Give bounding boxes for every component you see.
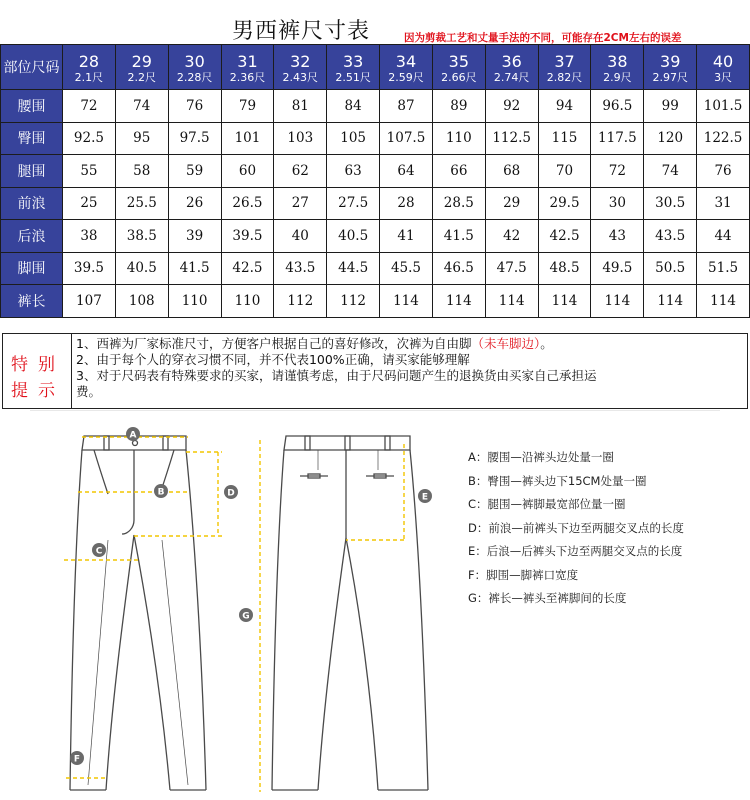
size-chi: 2.43尺 xyxy=(282,70,319,84)
svg-text:B: B xyxy=(157,487,165,498)
notice-items xyxy=(76,336,744,400)
table-cell: 108 xyxy=(115,285,168,318)
header xyxy=(0,8,750,44)
table-cell: 96.5 xyxy=(591,90,644,123)
table-cell: 97.5 xyxy=(168,122,221,155)
table-cell: 42.5 xyxy=(538,220,591,253)
table-cell: 44 xyxy=(697,220,750,253)
table-cell: 120 xyxy=(644,122,697,155)
special-notice xyxy=(2,333,748,409)
svg-text:F: F xyxy=(73,754,81,765)
svg-text:C: C xyxy=(95,546,103,557)
legend-item-d: D：前浪—前裤头下边至两腿交叉点的长度 xyxy=(468,520,684,535)
marker-f xyxy=(70,751,84,765)
svg-text:A: A xyxy=(129,430,137,441)
table-cell: 38.5 xyxy=(115,220,168,253)
size-col-header xyxy=(644,45,697,90)
table-cell: 72 xyxy=(591,155,644,188)
table-cell: 41.5 xyxy=(432,220,485,253)
table-cell: 84 xyxy=(327,90,380,123)
table-cell: 60 xyxy=(221,155,274,188)
page-title: 男西裤尺寸表 xyxy=(232,19,371,44)
size-chi: 2.97尺 xyxy=(652,70,688,84)
notice-label xyxy=(3,334,72,408)
table-cell: 39 xyxy=(168,220,221,253)
table-cell: 64 xyxy=(380,155,433,188)
front-trousers xyxy=(70,436,206,790)
table-cell: 95 xyxy=(115,122,168,155)
table-cell: 99 xyxy=(644,90,697,123)
size-chi: 2.82尺 xyxy=(546,70,583,84)
table-cell: 107 xyxy=(63,285,116,318)
measurement-legend xyxy=(468,446,684,611)
size-chi: 2.9尺 xyxy=(603,70,632,84)
size-header-row xyxy=(1,45,750,90)
size-chi: 2.74尺 xyxy=(493,70,530,84)
table-cell: 51.5 xyxy=(697,252,750,285)
legend-item-c: C：腿围—裤脚最宽部位量一圈 xyxy=(468,497,626,511)
table-cell: 26.5 xyxy=(221,187,274,220)
row-label: 腿围 xyxy=(1,155,63,188)
table-cell: 42 xyxy=(485,220,538,253)
table-cell: 43.5 xyxy=(274,252,327,285)
size-col-header xyxy=(485,45,538,90)
table-cell: 114 xyxy=(591,285,644,318)
size-number: 30 xyxy=(184,51,205,71)
size-chi: 2.66尺 xyxy=(441,70,477,84)
table-cell: 27 xyxy=(274,187,327,220)
table-cell: 72 xyxy=(63,90,116,123)
legend-item-g: G：裤长—裤头至裤脚间的长度 xyxy=(468,591,627,605)
table-cell: 63 xyxy=(327,155,380,188)
table-cell: 26 xyxy=(168,187,221,220)
table-cell: 30 xyxy=(591,187,644,220)
notice-label-line1: 特别 xyxy=(11,355,65,375)
table-cell: 42.5 xyxy=(221,252,274,285)
table-cell: 58 xyxy=(115,155,168,188)
notice-item-1: 1、西裤为厂家标准尺寸，方便客户根据自己的喜好修改，次裤为自由脚（未车脚边）。 xyxy=(76,336,553,351)
notice-label-line2: 提示 xyxy=(11,381,65,401)
size-chi: 2.36尺 xyxy=(229,70,266,84)
table-cell: 25.5 xyxy=(115,187,168,220)
table-cell: 41 xyxy=(380,220,433,253)
table-cell: 48.5 xyxy=(538,252,591,285)
table-row xyxy=(1,220,750,253)
legend-item-f: F：脚围—脚裤口宽度 xyxy=(468,567,579,582)
table-cell: 114 xyxy=(485,285,538,318)
table-row xyxy=(1,285,750,318)
measurement-diagram xyxy=(0,410,750,800)
table-cell: 76 xyxy=(697,155,750,188)
table-cell: 50.5 xyxy=(644,252,697,285)
table-cell: 40 xyxy=(274,220,327,253)
table-cell: 92 xyxy=(485,90,538,123)
size-chi: 2.28尺 xyxy=(176,70,213,84)
table-cell: 28 xyxy=(380,187,433,220)
table-cell: 59 xyxy=(168,155,221,188)
table-row xyxy=(1,90,750,123)
size-number: 28 xyxy=(78,51,100,71)
table-cell: 43 xyxy=(591,220,644,253)
measurement-note: 因为剪裁工艺和丈量手法的不同，可能存在2CM左右的误差 xyxy=(404,32,682,44)
table-cell: 101 xyxy=(221,122,274,155)
table-cell: 122.5 xyxy=(697,122,750,155)
row-label: 脚围 xyxy=(1,252,63,285)
size-col-header xyxy=(327,45,380,90)
notice-item-1-highlight: （未车脚边） xyxy=(471,336,541,351)
table-cell: 74 xyxy=(115,90,168,123)
table-cell: 112 xyxy=(274,285,327,318)
size-col-header xyxy=(697,45,750,90)
table-cell: 55 xyxy=(63,155,116,188)
marker-e xyxy=(418,489,432,503)
row-label: 臀围 xyxy=(1,122,63,155)
marker-b xyxy=(154,484,168,498)
table-cell: 114 xyxy=(432,285,485,318)
table-cell: 27.5 xyxy=(327,187,380,220)
size-number: 29 xyxy=(131,51,152,71)
table-cell: 110 xyxy=(221,285,274,318)
table-cell: 114 xyxy=(697,285,750,318)
size-number: 37 xyxy=(554,51,575,71)
size-col-header xyxy=(432,45,485,90)
size-col-header xyxy=(63,45,116,90)
size-chi: 2.1尺 xyxy=(74,70,104,84)
table-cell: 70 xyxy=(538,155,591,188)
corner-label: 部位尺码 xyxy=(1,45,63,90)
table-cell: 114 xyxy=(644,285,697,318)
table-cell: 41.5 xyxy=(168,252,221,285)
table-cell: 112.5 xyxy=(485,122,538,155)
table-cell: 112 xyxy=(327,285,380,318)
table-cell: 87 xyxy=(380,90,433,123)
table-cell: 40.5 xyxy=(327,220,380,253)
table-cell: 92.5 xyxy=(63,122,116,155)
table-cell: 110 xyxy=(168,285,221,318)
notice-item-2: 2、由于每个人的穿衣习惯不同，并不代表100%正确，请买家能够理解 xyxy=(76,352,470,367)
table-cell: 44.5 xyxy=(327,252,380,285)
table-cell: 66 xyxy=(432,155,485,188)
table-cell: 103 xyxy=(274,122,327,155)
table-cell: 110 xyxy=(432,122,485,155)
size-chi: 2.51尺 xyxy=(335,70,371,84)
size-chi: 3尺 xyxy=(714,70,733,84)
table-row xyxy=(1,187,750,220)
row-label: 前浪 xyxy=(1,187,63,220)
size-number: 35 xyxy=(448,51,469,71)
size-number: 38 xyxy=(607,51,628,71)
table-cell: 107.5 xyxy=(380,122,433,155)
table-cell: 30.5 xyxy=(644,187,697,220)
size-col-header xyxy=(591,45,644,90)
size-number: 32 xyxy=(290,51,311,71)
svg-text:E: E xyxy=(421,492,429,503)
table-cell: 43.5 xyxy=(644,220,697,253)
size-number: 31 xyxy=(237,51,258,71)
table-cell: 114 xyxy=(538,285,591,318)
legend-item-b: B：臀围—裤头边下15CM处量一圈 xyxy=(468,473,647,488)
table-cell: 115 xyxy=(538,122,591,155)
size-body xyxy=(1,90,750,318)
size-col-header xyxy=(380,45,433,90)
size-number: 39 xyxy=(660,51,681,71)
table-cell: 29 xyxy=(485,187,538,220)
size-col-header xyxy=(115,45,168,90)
table-cell: 25 xyxy=(63,187,116,220)
table-cell: 47.5 xyxy=(485,252,538,285)
table-cell: 68 xyxy=(485,155,538,188)
table-cell: 117.5 xyxy=(591,122,644,155)
table-cell: 40.5 xyxy=(115,252,168,285)
size-chi: 2.2尺 xyxy=(127,70,157,84)
table-cell: 39.5 xyxy=(221,220,274,253)
marker-c xyxy=(92,543,106,557)
table-row xyxy=(1,122,750,155)
notice-item-3: 3、对于尺码表有特殊要求的买家，请谨慎考虑，由于尺码问题产生的退换货由买家自己承担运 xyxy=(76,368,597,383)
table-cell: 31 xyxy=(697,187,750,220)
table-cell: 45.5 xyxy=(380,252,433,285)
table-cell: 81 xyxy=(274,90,327,123)
size-number: 33 xyxy=(342,51,364,71)
size-col-header xyxy=(221,45,274,90)
marker-d xyxy=(224,485,238,499)
table-cell: 105 xyxy=(327,122,380,155)
marker-a xyxy=(126,427,140,441)
svg-text:D: D xyxy=(227,488,235,499)
table-cell: 114 xyxy=(380,285,433,318)
row-label: 腰围 xyxy=(1,90,63,123)
legend-item-a: A：腰围—沿裤头边处量一圈 xyxy=(468,450,614,464)
table-cell: 94 xyxy=(538,90,591,123)
table-cell: 29.5 xyxy=(538,187,591,220)
table-cell: 76 xyxy=(168,90,221,123)
row-label: 裤长 xyxy=(1,285,63,318)
table-cell: 79 xyxy=(221,90,274,123)
size-col-header xyxy=(274,45,327,90)
row-label: 后浪 xyxy=(1,220,63,253)
table-cell: 62 xyxy=(274,155,327,188)
table-cell: 39.5 xyxy=(63,252,116,285)
table-cell: 28.5 xyxy=(432,187,485,220)
table-row xyxy=(1,252,750,285)
legend-item-e: E：后浪—后裤头下边至两腿交叉点的长度 xyxy=(468,544,683,558)
table-row xyxy=(1,155,750,188)
table-cell: 101.5 xyxy=(697,90,750,123)
table-cell: 89 xyxy=(432,90,485,123)
table-cell: 74 xyxy=(644,155,697,188)
svg-text:G: G xyxy=(242,611,250,622)
size-col-header xyxy=(168,45,221,90)
size-number: 40 xyxy=(712,51,734,71)
size-table xyxy=(0,44,750,318)
table-cell: 49.5 xyxy=(591,252,644,285)
size-number: 34 xyxy=(395,51,417,71)
table-cell: 46.5 xyxy=(432,252,485,285)
size-chi: 2.59尺 xyxy=(388,70,424,84)
size-col-header xyxy=(538,45,591,90)
table-cell: 38 xyxy=(63,220,116,253)
notice-item-3-cont: 费。 xyxy=(76,384,102,399)
marker-g xyxy=(239,608,253,622)
size-number: 36 xyxy=(501,51,522,71)
